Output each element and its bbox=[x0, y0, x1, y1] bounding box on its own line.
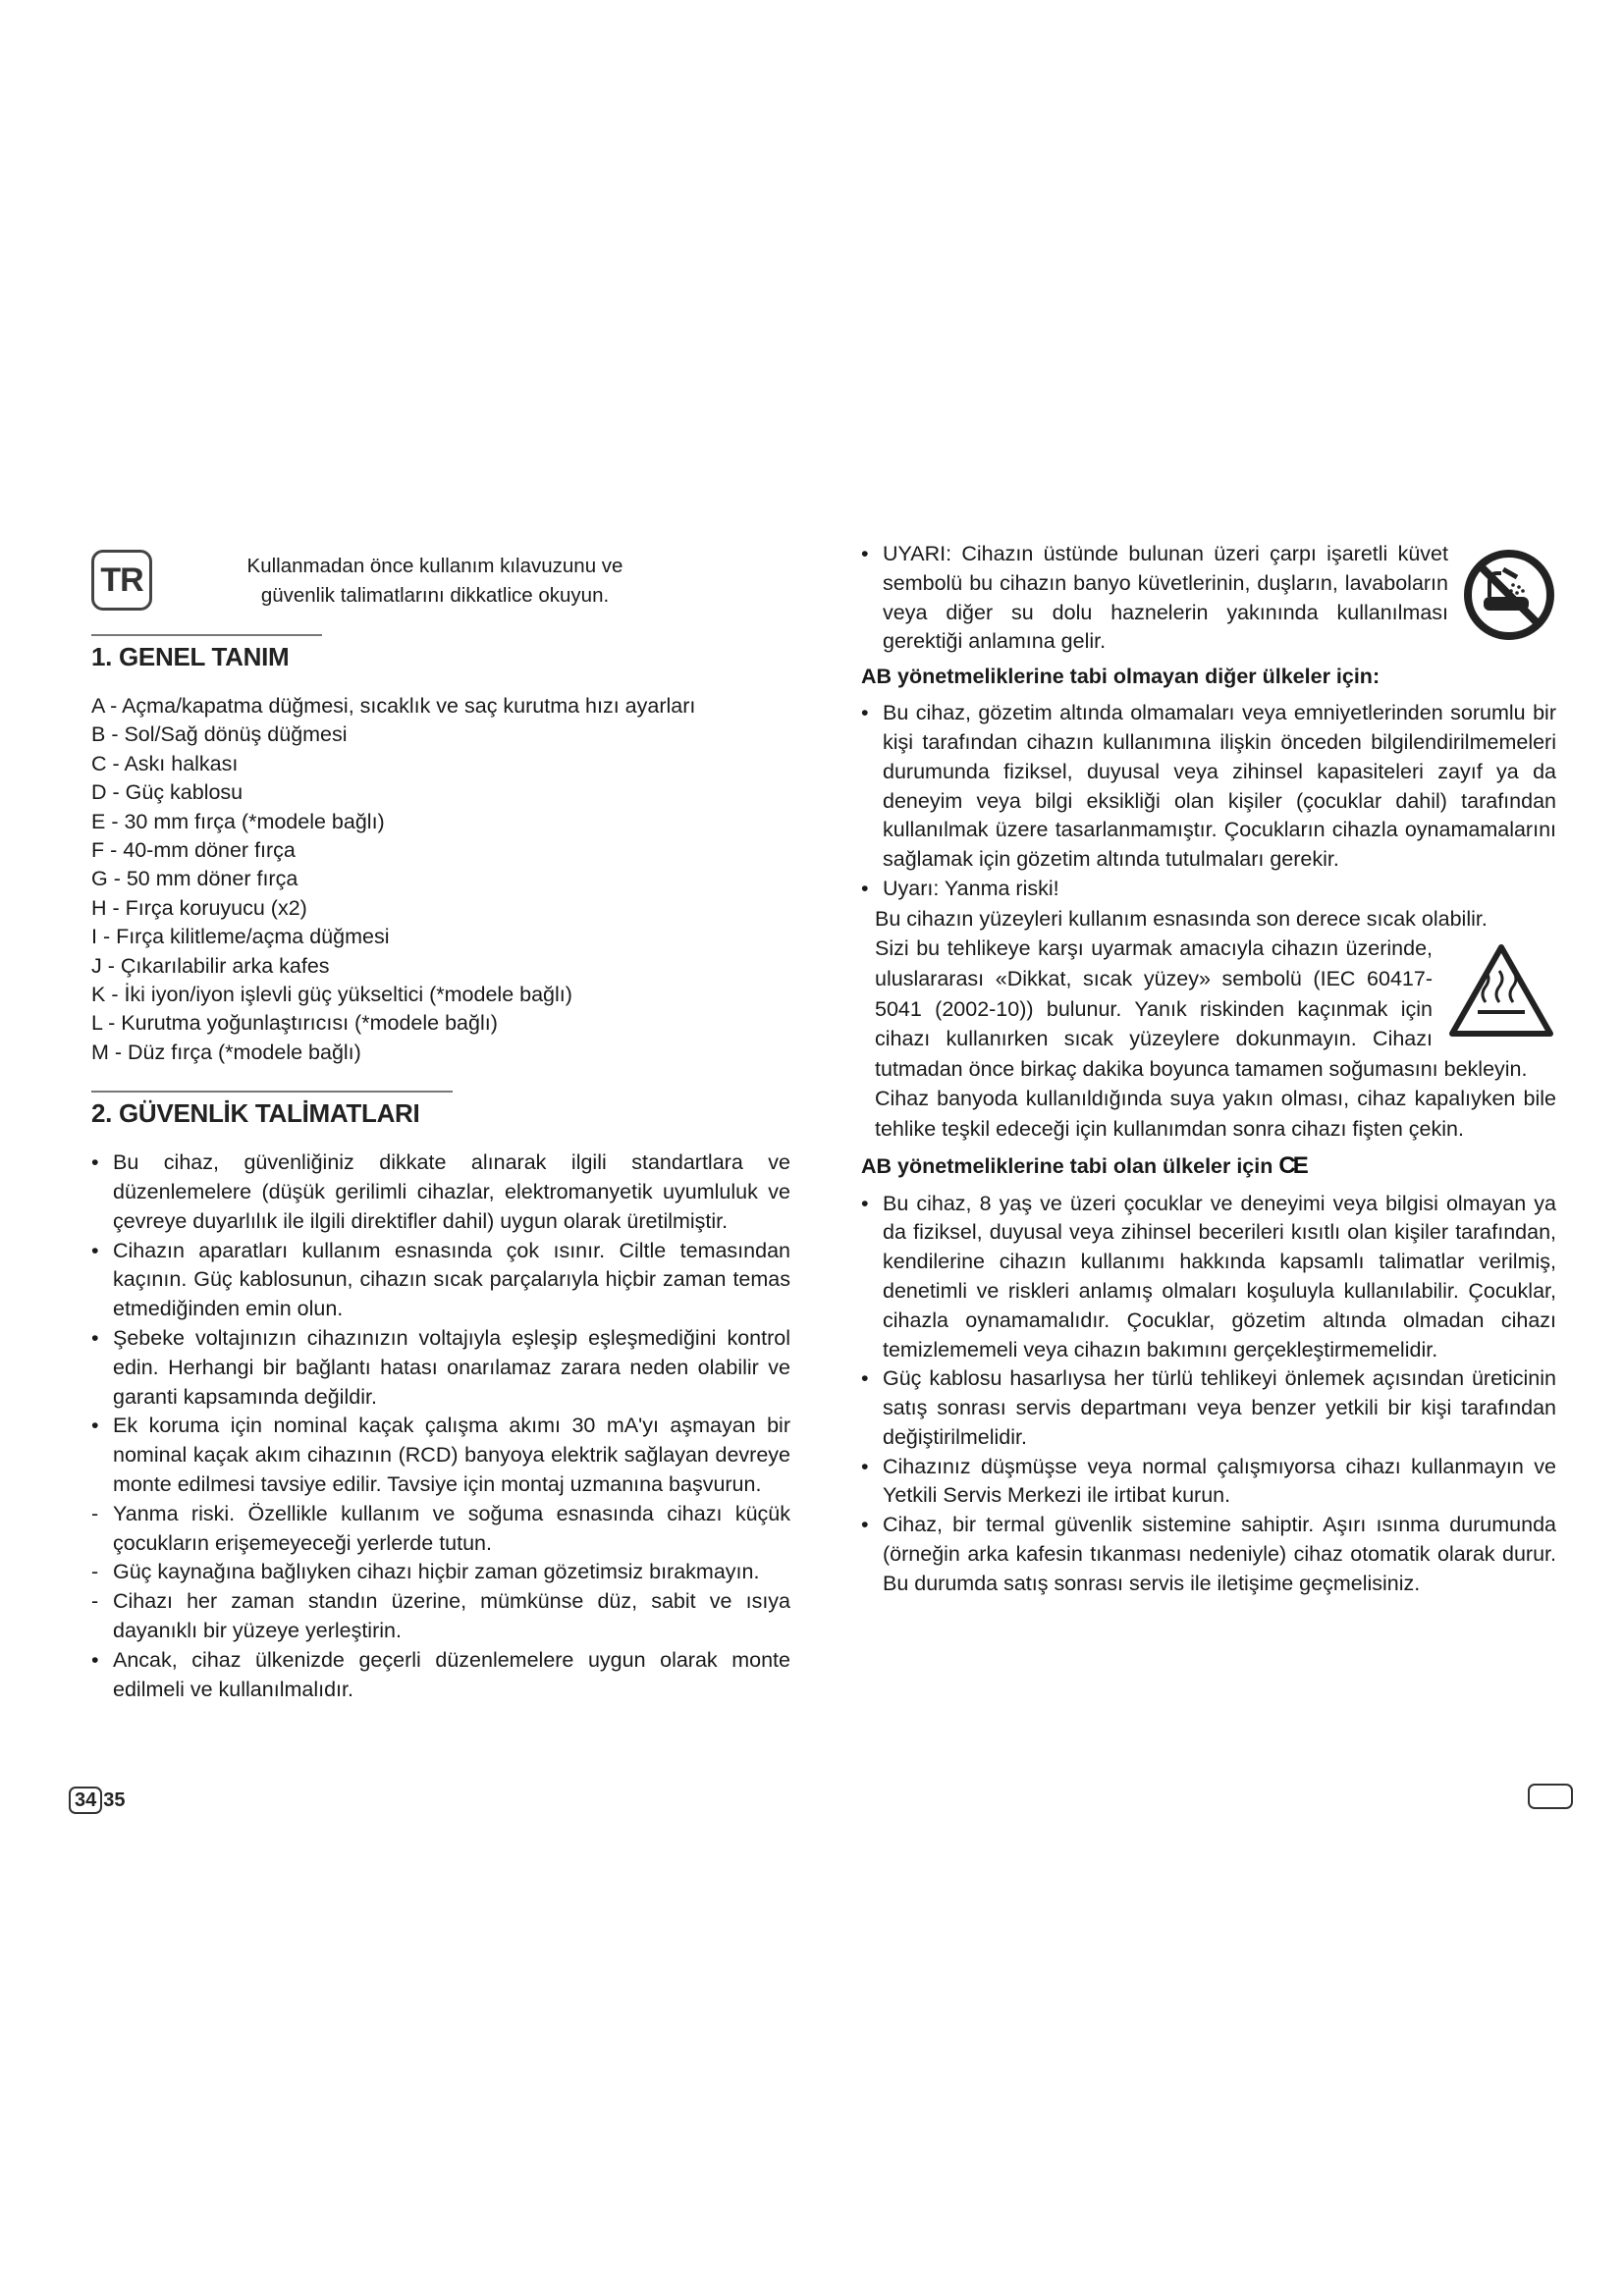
list-item: - Yanma riski. Özellikle kullanım ve soğuma esnasında cihazı küçük çocukların erişemeyeceği yerlerde tutun. bbox=[91, 1501, 790, 1555]
hot-surface-block: Sizi bu tehlikeye karşı uyarmak amacıyla cihazın üzerinde, uluslararası «Dikkat, sıcak yüzey» sembolü (IEC 60417-5041 (2002-10)) bulunur. Yanık riskinden kaçınmak için cihazı kullanırken sıcak yüzeylere dokunmayın. Cihazı tutmadan önce birkaç dakika boyunca tamamen soğumasını bekleyin. bbox=[861, 934, 1556, 1084]
list-item: • Bu cihaz, 8 yaş ve üzeri çocuklar ve deneyimi veya bilgisi olmayan ya da fiziksel, duyusal veya zihinsel becerileri kısıtlı olan kişiler tarafından, kendilerine cihazın kullanımı hakkında kapsamlı talimatlar verilmiş, denetimli ve riskleri anlamış olmaları koşuluyla kullanılabilir. Çocuklar, cihazla oynamamalıdır. Çocuklar, gözetim altında olmadan cihazı temizlememeli veya cihazın bakımını gerçekleştirmemelidir. bbox=[861, 1191, 1556, 1362]
list-item: • Uyarı: Yanma riski! bbox=[861, 876, 1059, 900]
eu-heading: AB yönetmeliklerine tabi olan ülkeler için CE bbox=[861, 1151, 1306, 1179]
intro-text: Kullanmadan önce kullanım kılavuzunu ve güvenlik talimatlarını dikkatlice okuyun. bbox=[246, 555, 623, 607]
safety-list bbox=[91, 1148, 790, 1704]
list-item: • Ek koruma için nominal kaçak çalışma akımı 30 mA'yı aşmayan bir nominal kaçak akım cihazının (RCD) banyoya elektrik sağlayan devreye monte edilmesi tavsiye edilir. Tavsiye için montaj uzmanına başvurun. bbox=[91, 1414, 790, 1497]
list-item: • Bu cihaz, gözetim altında olmamaları veya emniyetlerinden sorumlu bir kişi tarafından cihazın kullanımına ilişkin önceden bilgilendirilmemeleri durumunda fiziksel, duyusal veya zihinsel kapasiteleri zayıf ya da deneyim veya bilgi eksikliği olan kişiler (çocuklar dahil) tarafından kullanılmak üzere tasarlanmamıştır. Çocukların cihazla oynamamalarını sağlamak için gözetim altında tutulmaları gerekir. bbox=[861, 701, 1556, 872]
non-eu-list bbox=[861, 699, 1556, 904]
list-marker: - bbox=[91, 1589, 99, 1614]
list-item: M - Düz fırça (*modele bağlı) bbox=[91, 1040, 361, 1064]
list-item: B - Sol/Sağ dönüş düğmesi bbox=[91, 722, 348, 747]
list-item: • UYARI: Cihazın üstünde bulunan üzeri çarpı işaretli küvet sembolü bu cihazın banyo küvetlerinin, duşların, lavaboların veya diğer su dolu haznelerin yakınında kullanılması gerektiği anlamına gelir. bbox=[861, 540, 1556, 657]
eu-list bbox=[861, 1190, 1556, 1599]
list-item: K - İki iyon/iyon işlevli güç yükseltici (*modele bağlı) bbox=[91, 983, 572, 1007]
hot-surface-warning-icon bbox=[1446, 941, 1556, 1040]
page-number-current: 34 bbox=[69, 1787, 102, 1814]
list-item: • Cihaz, bir termal güvenlik sistemine sahiptir. Aşırı ısınma durumunda (örneğin arka kafesin tıkanması nedeniyle) cihaz otomatik olarak durur. Bu durumda satış sonrası servis ile iletişime geçmelisiniz. bbox=[861, 1513, 1556, 1595]
list-item: D - Güç kablosu bbox=[91, 780, 244, 805]
left-column bbox=[91, 546, 790, 1704]
list-item: • Cihazın aparatları kullanım esnasında çok ısınır. Ciltle temasından kaçının. Güç kablosunun, cihazın sıcak parçalarıyla hiçbir zaman temas etmediğinden emin olun. bbox=[91, 1238, 790, 1321]
list-item: L - Kurutma yoğunlaştırıcısı (*modele bağlı) bbox=[91, 1011, 498, 1036]
list-item: • Bu cihaz, güvenliğiniz dikkate alınarak ilgili standartlara ve düzenlemelere (düşük gerilimli cihazlar, elektromanyetik uyumluluk ve çevreye duyarlılık ile ilgili direktifler dahil) uygun olarak üretilmiştir. bbox=[91, 1150, 790, 1233]
list-item: • Şebeke voltajınızın cihazınızın voltajıyla eşleşip eşleşmediğini kontrol edin. Herhangi bir bağlantı hatası onarılamaz zarara neden olabilir ve garanti kapsamında değildir. bbox=[91, 1326, 790, 1409]
list-item: - Güç kaynağına bağlıyken cihazı hiçbir zaman gözetimsiz bırakmayın. bbox=[91, 1558, 790, 1587]
list-marker: • bbox=[91, 1238, 99, 1262]
list-marker: - bbox=[91, 1560, 99, 1584]
list-marker: • bbox=[91, 1150, 99, 1175]
page-number bbox=[69, 1787, 126, 1814]
list-marker: • bbox=[91, 1414, 99, 1438]
list-item: A - Açma/kapatma düğmesi, sıcaklık ve saç kurutma hızı ayarları bbox=[91, 694, 696, 718]
list-item: - Cihazı her zaman standın üzerine, mümkünse düz, sabit ve ısıya dayanıklı bir yüzeye yerleştirin. bbox=[91, 1589, 790, 1643]
list-item: • Cihazınız düşmüşse veya normal çalışmıyorsa cihazı kullanmayın ve Yetkili Servis Merkezi ile irtibat kurun. bbox=[861, 1454, 1556, 1508]
non-eu-heading: AB yönetmeliklerine tabi olmayan diğer ülkeler için: bbox=[861, 665, 1380, 689]
list-marker: • bbox=[91, 1326, 99, 1351]
ce-mark: CE bbox=[1278, 1151, 1306, 1179]
page-number-next: 35 bbox=[103, 1789, 126, 1811]
list-item: G - 50 mm döner fırça bbox=[91, 867, 298, 891]
section-2-title: 2. GÜVENLİK TALİMATLARI bbox=[91, 1091, 453, 1129]
language-badge: TR bbox=[91, 550, 152, 611]
list-item: E - 30 mm fırça (*modele bağlı) bbox=[91, 809, 385, 833]
hot-surface-text-1: Bu cihazın yüzeyleri kullanım esnasında son derece sıcak olabilir. bbox=[875, 906, 1488, 931]
list-marker: • bbox=[91, 1647, 99, 1672]
hot-surface-text-3: Cihaz banyoda kullanıldığında suya yakın olması, cihaz kapalıyken bile tehlike teşkil edeceği için kullanımdan sonra cihazı fişten çekin. bbox=[875, 1087, 1556, 1141]
list-item: J - Çıkarılabilir arka kafes bbox=[91, 953, 330, 978]
section-1-title: 1. GENEL TANIM bbox=[91, 634, 322, 672]
list-item: F - 40-mm döner fırça bbox=[91, 838, 296, 863]
list-item: • Güç kablosu hasarlıysa her türlü tehlikeyi önlemek açısından üreticinin satış sonrası servis departmanı veya benzer yetkili bir kişi tarafından değiştirilmelidir. bbox=[861, 1366, 1556, 1449]
list-item: I - Fırça kilitleme/açma düğmesi bbox=[91, 925, 390, 949]
page-number-box-right bbox=[1528, 1784, 1573, 1809]
list-item: • Ancak, cihaz ülkenizde geçerli düzenlemelere uygun olarak monte edilmeli ve kullanılmalıdır. bbox=[91, 1647, 790, 1701]
parts-list bbox=[91, 692, 790, 1067]
bath-warning bbox=[861, 540, 1556, 657]
list-item: C - Askı halkası bbox=[91, 751, 239, 775]
no-bathtub-icon bbox=[1462, 548, 1556, 642]
list-marker: - bbox=[91, 1501, 99, 1525]
list-item: H - Fırça koruyucu (x2) bbox=[91, 895, 307, 920]
right-column bbox=[861, 540, 1556, 1599]
